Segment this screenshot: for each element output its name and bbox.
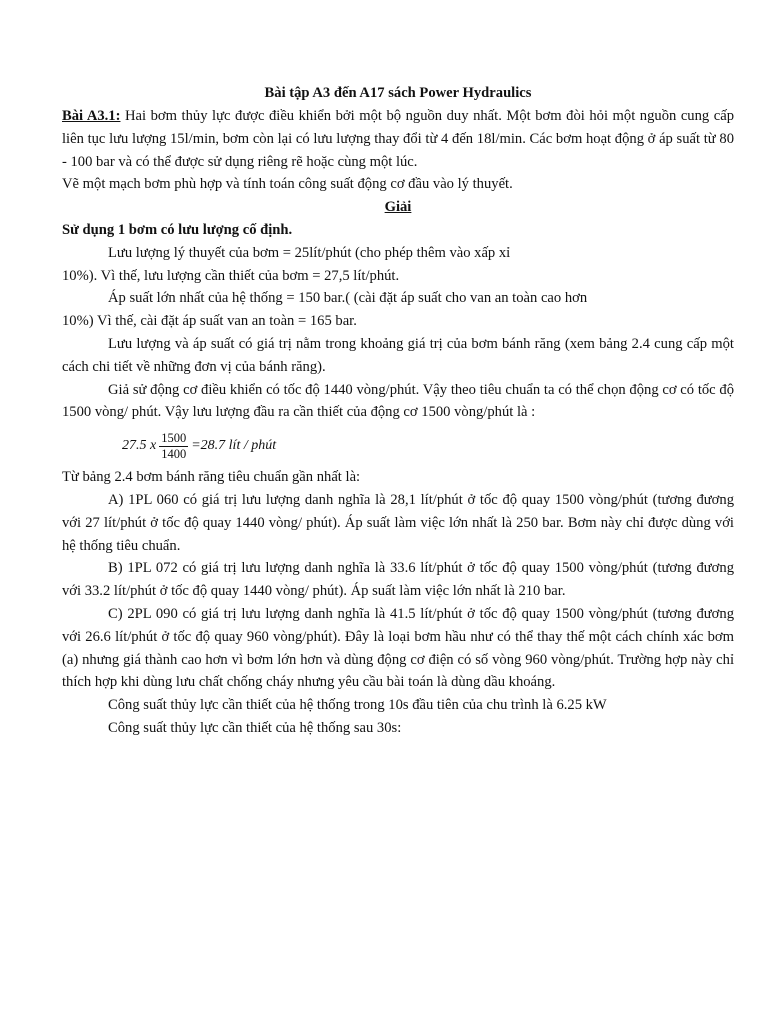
paragraph-pressure: Áp suất lớn nhất của hệ thống = 150 bar.( (cài đặt áp suất cho van an toàn cao hơn [108,290,588,307]
paragraph-flow: Lưu lượng lý thuyết của bơm = 25lít/phút (cho phép thêm vào xấp xỉ [108,244,511,261]
formula-denominator: 1400 [161,446,187,461]
formula-fraction [159,431,188,462]
formula-rhs: =28.7 lít / phút [191,437,277,453]
problem-statement [62,105,734,173]
formula-lhs: 27.5 x [122,437,157,453]
option-b: B) 1PL 072 có giá trị lưu lượng danh nghĩa là 33.6 lít/phút ở tốc độ quay 1500 vòng/phút (tương đương với 33.2 lít/phút ở tốc độ quay 1440 vòng/ phút). Áp suất làm việc lớn nhất là 210 bar. [62,560,734,600]
paragraph-gear-pump: Lưu lượng và áp suất có giá trị nằm trong khoảng giá trị của bơm bánh răng (xem bảng 2.4 cung cấp một cách chi tiết về những đơn vị của bánh răng). [62,335,734,375]
problem-task: Vẽ một mạch bơm phù hợp và tính toán công suất động cơ đầu vào lý thuyết. [62,176,513,193]
paragraph-pressure-cont: 10%) Vì thế, cài đặt áp suất van an toàn = 165 bar. [62,313,357,330]
problem-label: Bài A3.1: [62,108,121,124]
document-title: Bài tập A3 đến A17 sách Power Hydraulics [264,85,532,101]
paragraph-flow-cont: 10%). Vì thế, lưu lượng cần thiết của bơm = 27,5 lít/phút. [62,267,400,284]
option-a: A) 1PL 060 có giá trị lưu lượng danh nghĩa là 28,1 lít/phút ở tốc độ quay 1500 vòng/phút (tương đương với 27 lít/phút ở tốc độ quay 1440 vòng/ phút). Áp suất làm việc lớn nhất là 250 bar. Bơm này chỉ được dùng với hệ thống tiêu chuẩn. [62,491,734,554]
paragraph-table-ref: Từ bảng 2.4 bơm bánh răng tiêu chuẩn gần nhất là: [62,469,361,486]
solution-heading: Giải [384,199,412,216]
formula-numerator: 1500 [161,430,187,445]
option-c: C) 2PL 090 có giá trị lưu lượng danh nghĩa là 41.5 lít/phút ở tốc độ quay 1500 vòng/phút (tương đương với 26.6 lít/phút ở tốc độ quay 960 vòng/phút). Đây là loại bơm hầu như có thể thay thế một cách chính xác bơm (a) nhưng giá thành cao hơn vì bơm lớn hơn và dùng động cơ điện có số vòng 960 vòng/phút. Trường hợp này chỉ thích hợp khi dùng lưu chất chống cháy nhưng yêu cầu bài toán là dùng dầu khoáng. [62,605,734,691]
document-body [62,81,734,740]
paragraph-power-30s: Công suất thủy lực cần thiết của hệ thống sau 30s: [108,719,402,736]
problem-text: Hai bơm thủy lực được điều khiển bởi một bộ nguồn duy nhất. Một bơm đòi hỏi một nguồn cung cấp liên tục lưu lượng 15l/min, bơm còn lại có lưu lượng thay đổi từ 4 đến 18l/min. Các bơm hoạt động ở áp suất từ 80 - 100 bar và có thể được sử dụng riêng rẽ hoặc cùng một lúc. [62,108,734,170]
method-heading: Sử dụng 1 bơm có lưu lượng cố định. [62,221,293,238]
formula [122,428,734,464]
paragraph-power-10s: Công suất thủy lực cần thiết của hệ thống trong 10s đầu tiên của chu trình là 6.25 kW [108,697,607,714]
paragraph-motor-speed: Giả sử động cơ điều khiển có tốc độ 1440 vòng/phút. Vậy theo tiêu chuẩn ta có thể chọn động cơ có tốc độ 1500 vòng/ phút. Vậy lưu lượng đầu ra cần thiết của động cơ 1500 vòng/phút là : [62,381,734,421]
